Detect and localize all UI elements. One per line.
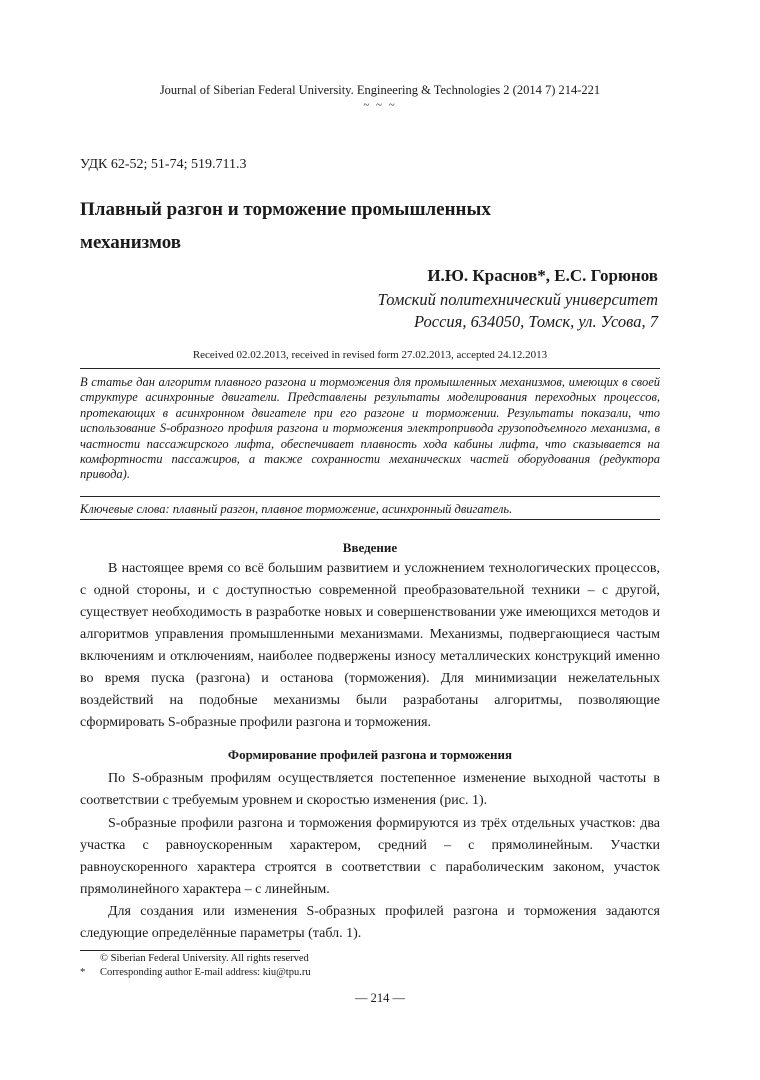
header-ornament: ~ ~ ~ <box>363 99 397 111</box>
page-number: — 214 — <box>355 991 405 1005</box>
copyright-footnote <box>80 953 309 964</box>
udk-code: УДК 62-52; 51-74; 519.711.3 <box>80 157 247 172</box>
affiliation <box>378 289 658 333</box>
intro-paragraph: В настоящее время со всё большим развитием и усложнением технологических процессов, с одной стороны, и с доступностью современной преобразовательной техники – с другой, существует необходимость в разработке новых и совершенствовании уже имеющихся методов и алгоритмов управления промышленными механизмами. Механизмы, подвергающиеся частым включениям и отключениям, наиболее подвержены износу металлических конструкций именно во время пуска (разгона) и останова (торможения). Для минимизации нежелательных воздействий на подобные механизмы были разработаны алгоритмы, позволяющие сформировать S-образные профили разгона и торможения. <box>80 561 660 730</box>
copyright-text: © Siberian Federal University. All rights reserved <box>100 953 309 964</box>
section-heading-introduction: Введение <box>342 540 398 555</box>
abstract: В статье дан алгоритм плавного разгона и торможения для промышленных механизмов, имеющих в своей структуре асинхронные двигатели. Представлены результаты моделирования переходных процессов, протекающих в асинхронном двигателе при его разгоне и торможении. Результаты показали, что использование S-образного профиля разгона и торможения электропривода грузоподъемного механизма, в частности пассажирского лифта, обеспечивает плавность хода кабины лифта, что сказывается на комфортности пассажиров, а также сохранности механических частей оборудования (редуктора привода). <box>80 375 660 482</box>
keywords: Ключевые слова: плавный разгон, плавное торможение, асинхронный двигатель. <box>80 502 513 516</box>
footnote-marker: * <box>80 967 86 978</box>
corresponding-footnote <box>80 967 311 978</box>
abstract-divider <box>80 496 660 497</box>
received-dates: Received 02.02.2013, received in revised form 27.02.2013, accepted 24.12.2013 <box>192 349 548 361</box>
authors: И.Ю. Краснов*, Е.С. Горюнов <box>427 266 658 285</box>
article-title: Плавный разгон и торможение промышленных механизмов <box>80 199 491 253</box>
affiliation-line-2: Россия, 634050, Томск, ул. Усова, 7 <box>414 312 658 331</box>
corresponding-email[interactable]: Corresponding author E-mail address: kiu@tpu.ru <box>100 967 311 978</box>
profiles-paragraph-2: S-образные профили разгона и торможения формируются из трёх отдельных участков: два участка с равноускоренным характером, средний – с прямолинейным. Участки равноускоренного характера строятся в соответствии с параболическим законом, участок прямолинейного характера – с линейным. <box>80 816 660 897</box>
profiles-paragraph-1: По S-образным профилям осуществляется постепенное изменение выходной частоты в соответствии с требуемым уровнем и скоростью изменения (рис. 1). <box>80 771 660 808</box>
profiles-paragraph-3: Для создания или изменения S-образных профилей разгона и торможения задаются следующие определённые параметры (табл. 1). <box>80 904 660 941</box>
footnote-rule <box>80 950 300 951</box>
section-heading-profiles: Формирование профилей разгона и торможения <box>227 747 513 762</box>
affiliation-line-1: Томский политехнический университет <box>377 290 658 309</box>
journal-header: Journal of Siberian Federal University. Engineering & Technologies 2 (2014 7) 214-221 <box>159 83 601 97</box>
abstract-top-rule <box>80 368 660 369</box>
keywords-bottom-rule <box>80 519 660 520</box>
